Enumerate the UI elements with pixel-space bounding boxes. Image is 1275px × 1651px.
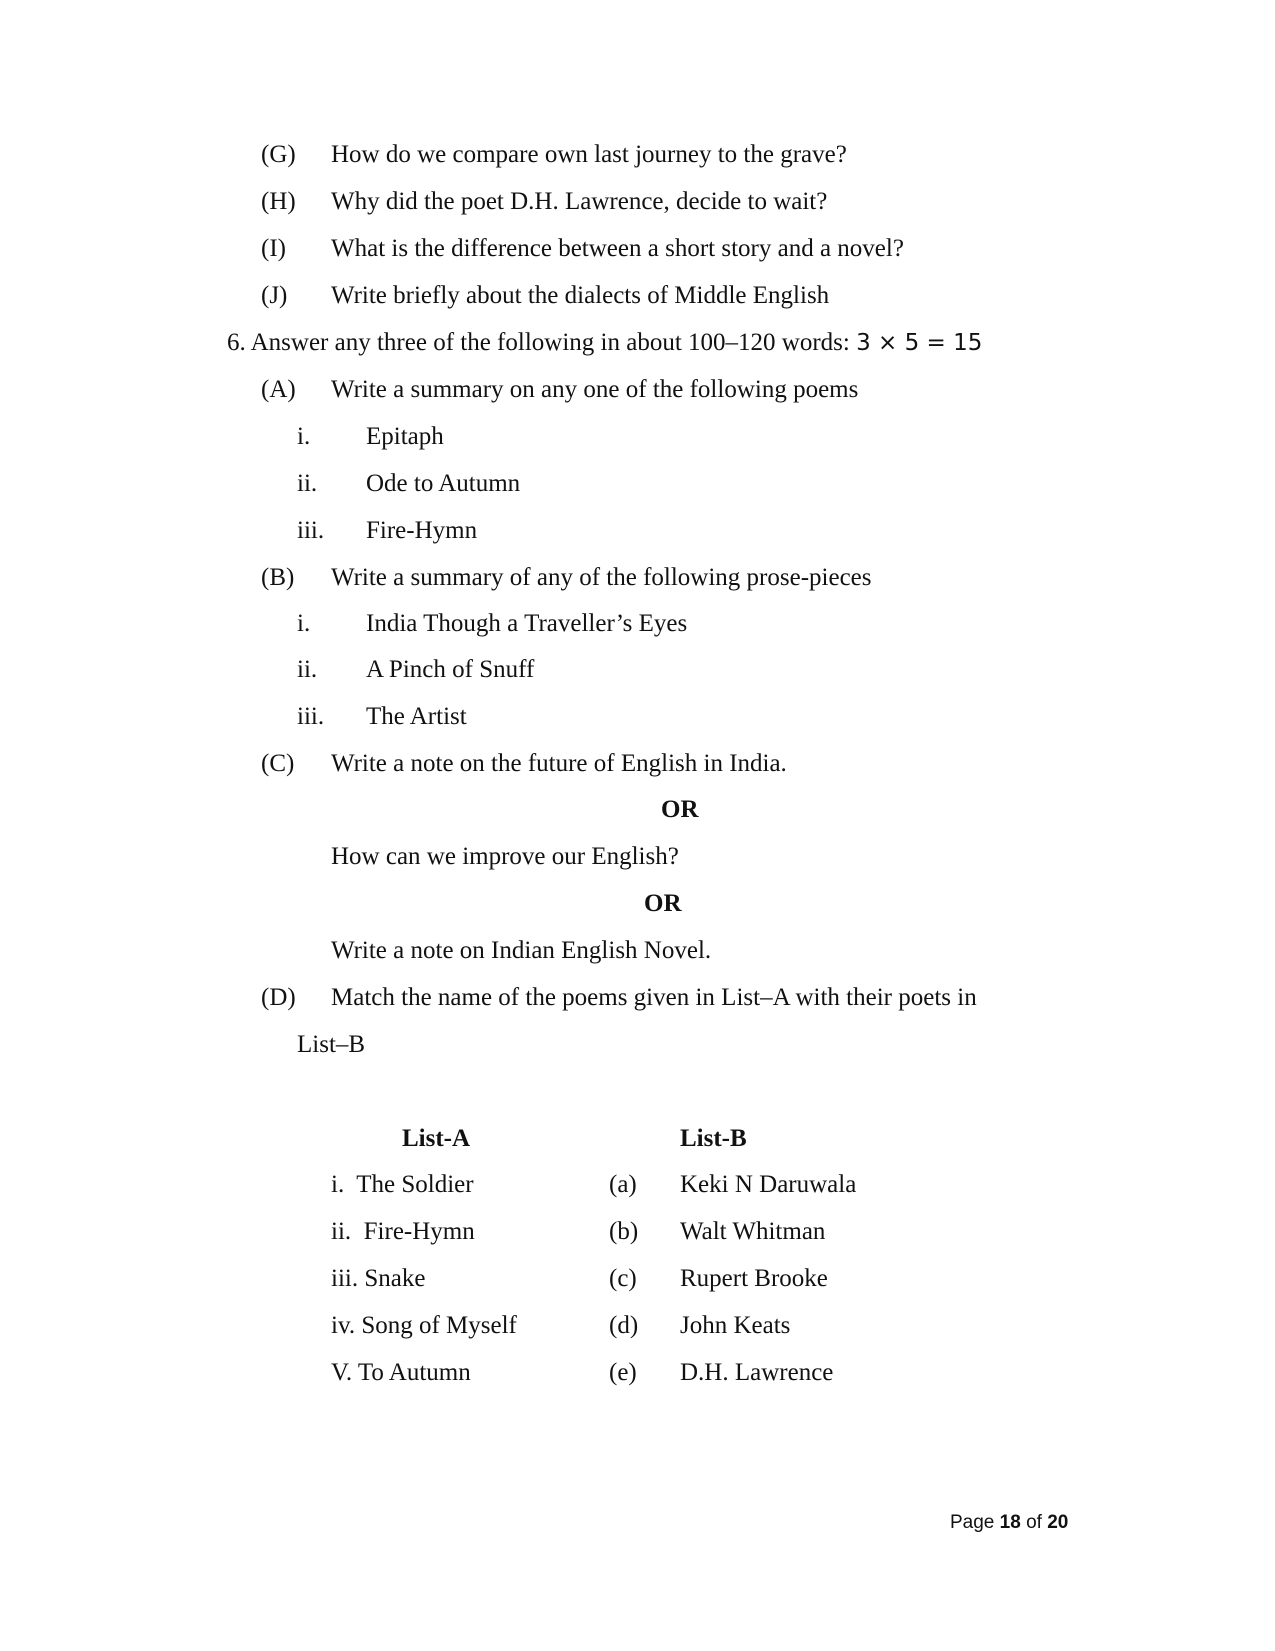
question-i-text: What is the difference between a short story and a novel? — [331, 235, 904, 262]
list-item: India Though a Traveller’s Eyes — [366, 610, 688, 637]
list-item-number: i. — [297, 423, 311, 450]
list-b-letter: (c) — [609, 1265, 637, 1292]
list-b-item: D.H. Lawrence — [680, 1359, 834, 1386]
list-a-header: List-A — [402, 1125, 471, 1152]
list-a-item: V. To Autumn — [331, 1359, 471, 1386]
list-b-letter: (a) — [609, 1171, 637, 1198]
page-of: of — [1026, 1512, 1042, 1533]
list-a-item: ii. Fire-Hymn — [331, 1218, 475, 1245]
list-item-number: i. — [297, 610, 311, 637]
question-c-text: Write a note on the future of English in India. — [331, 750, 787, 777]
question-g-label: (G) — [261, 141, 296, 168]
question-g-text: How do we compare own last journey to the grave? — [331, 141, 847, 168]
question-c-alternative-1: How can we improve our English? — [331, 843, 679, 870]
question-b-text: Write a summary of any of the following prose-pieces — [331, 564, 872, 591]
question-j-label: (J) — [261, 282, 288, 309]
page-current: 18 — [999, 1512, 1021, 1533]
page-total: 20 — [1047, 1512, 1069, 1533]
list-item: A Pinch of Snuff — [366, 656, 535, 683]
list-item-number: ii. — [297, 656, 318, 683]
list-item-number: ii. — [297, 470, 318, 497]
or-separator: OR — [661, 796, 699, 823]
question-6-number: 6. — [227, 329, 246, 356]
question-h-label: (H) — [261, 188, 296, 215]
list-item-number: iii. — [297, 703, 325, 730]
question-6-heading — [227, 330, 982, 355]
page-prefix: Page — [950, 1512, 995, 1533]
question-6-marks: 3 × 5 = 15 — [856, 330, 983, 356]
page-number — [950, 1513, 1068, 1532]
list-b-letter: (b) — [609, 1218, 639, 1245]
list-item: Epitaph — [366, 423, 444, 450]
list-b-header: List-B — [680, 1125, 747, 1152]
list-b-item: Rupert Brooke — [680, 1265, 828, 1292]
question-c-label: (C) — [261, 750, 295, 777]
question-d-text: Match the name of the poems given in List–A with their poets in — [331, 984, 977, 1011]
list-a-item: iv. Song of Myself — [331, 1312, 517, 1339]
question-a-text: Write a summary on any one of the following poems — [331, 376, 859, 403]
question-d-label: (D) — [261, 984, 296, 1011]
list-a-item: iii. Snake — [331, 1265, 426, 1292]
list-a-item: i. The Soldier — [331, 1171, 474, 1198]
list-b-item: Walt Whitman — [680, 1218, 826, 1245]
list-b-letter: (d) — [609, 1312, 639, 1339]
list-item: The Artist — [366, 703, 467, 730]
question-j-text: Write briefly about the dialects of Middle English — [331, 282, 830, 309]
question-i-label: (I) — [261, 235, 286, 262]
question-c-alternative-2: Write a note on Indian English Novel. — [331, 937, 712, 964]
list-item: Ode to Autumn — [366, 470, 521, 497]
list-b-item: John Keats — [680, 1312, 791, 1339]
list-b-letter: (e) — [609, 1359, 637, 1386]
list-item-number: iii. — [297, 517, 325, 544]
list-b-item: Keki N Daruwala — [680, 1171, 857, 1198]
question-6-text: Answer any three of the following in about 100–120 words: — [250, 329, 850, 356]
question-a-label: (A) — [261, 376, 296, 403]
list-item: Fire-Hymn — [366, 517, 478, 544]
or-separator: OR — [644, 890, 682, 917]
question-b-label: (B) — [261, 564, 295, 591]
question-h-text: Why did the poet D.H. Lawrence, decide to wait? — [331, 188, 828, 215]
question-d-text-continued: List–B — [297, 1031, 366, 1058]
